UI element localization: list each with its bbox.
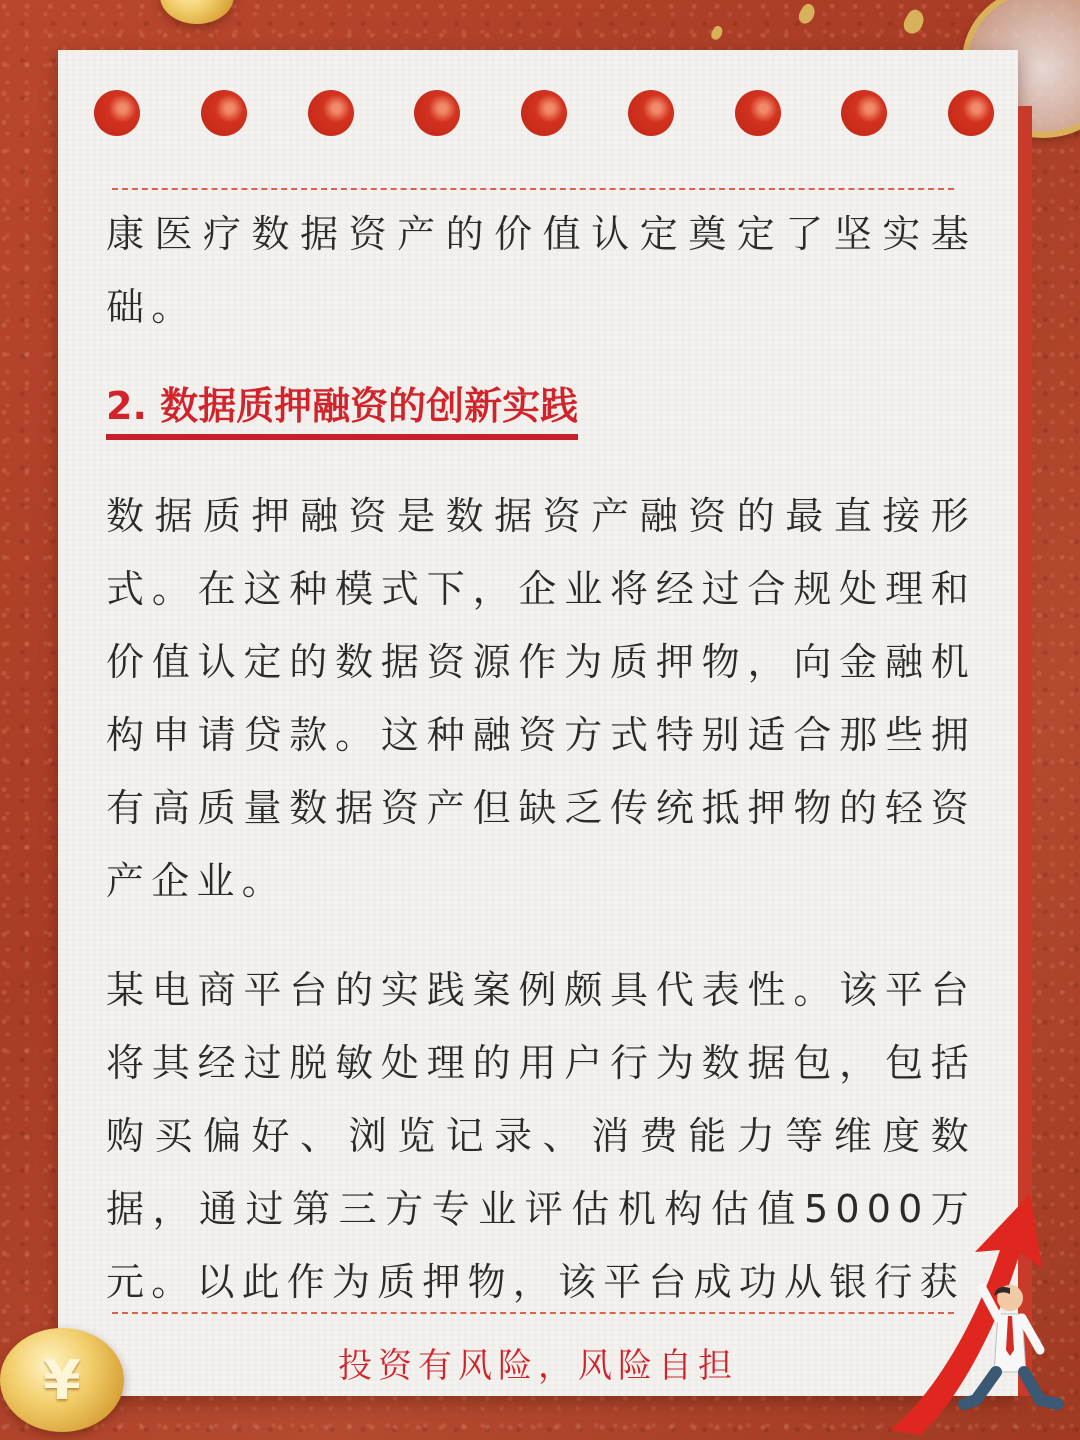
gold-fleck-decoration — [709, 24, 725, 41]
yuan-icon: ¥ — [43, 1348, 81, 1412]
article-body — [106, 198, 976, 1319]
section-heading-wrap — [106, 380, 976, 440]
risk-disclaimer: 投资有风险，风险自担 — [338, 1346, 738, 1386]
binder-holes — [94, 90, 994, 138]
section-heading: 2. 数据质押融资的创新实践 — [106, 380, 578, 440]
intro-paragraph-tail: 康医疗数据资产的价值认定奠定了坚实基础。 — [106, 212, 976, 329]
dashed-divider-bottom — [112, 1312, 954, 1314]
binder-hole — [948, 90, 994, 136]
gold-fleck-decoration — [900, 7, 928, 37]
gold-fleck-decoration — [796, 2, 818, 26]
binder-hole — [201, 90, 247, 136]
paragraph-gap — [106, 918, 976, 954]
binder-hole — [94, 90, 140, 136]
dashed-divider-top — [112, 188, 954, 190]
binder-hole — [628, 90, 674, 136]
body-paragraph-1: 数据质押融资是数据资产融资的最直接形式。在这种模式下，企业将经过合规处理和价值认定的数据资源作为质押物，向金融机构申请贷款。这种融资方式特别适合那些拥有高质量数据资产但缺乏传统抵押物的轻资产企业。 — [106, 494, 976, 903]
body-paragraph-2: 某电商平台的实践案例颇具代表性。该平台将其经过脱敏处理的用户行为数据包，包括购买偏好、浏览记录、消费能力等维度数据，通过第三方专业评估机构估值5000万元。以此作为质押物，该平台成功从银行获 — [106, 968, 976, 1304]
binder-hole — [841, 90, 887, 136]
binder-hole — [414, 90, 460, 136]
notebook-paper-card — [58, 50, 1018, 1396]
binder-hole — [521, 90, 567, 136]
yuan-coin-decoration — [0, 1328, 124, 1432]
binder-hole — [735, 90, 781, 136]
binder-hole — [308, 90, 354, 136]
gold-coin-decoration — [160, 0, 234, 24]
rising-arrow-illustration — [880, 1190, 1080, 1440]
